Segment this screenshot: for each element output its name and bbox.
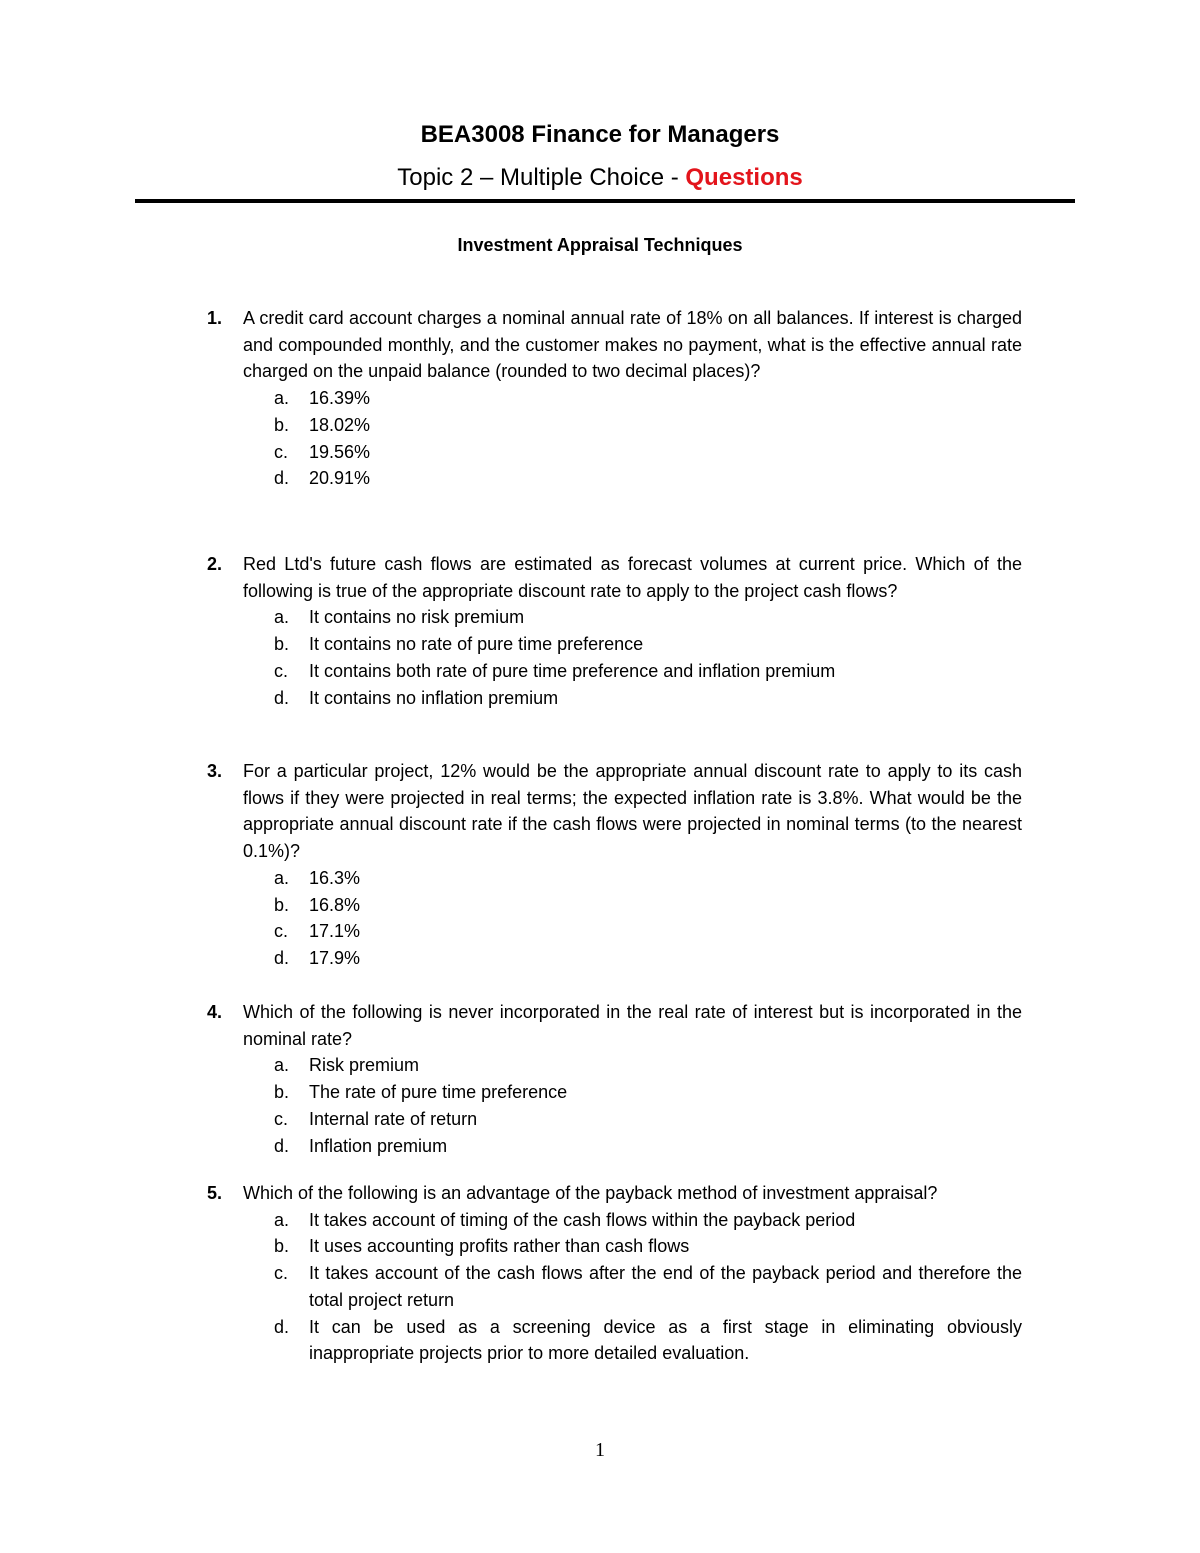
question-number: 1. xyxy=(207,308,223,328)
option-text: 18.02% xyxy=(309,414,371,435)
answer-options xyxy=(207,1207,1022,1367)
option-letter: b. xyxy=(274,1082,290,1103)
question-text: Red Ltd's future cash flows are estimated as forecast volumes at current price. Which of the following is true of the appropriate discount rate to apply to the project cash flows? xyxy=(243,554,1022,601)
answer-options xyxy=(207,865,1022,972)
option-text: 16.39% xyxy=(309,388,371,409)
answer-option-c xyxy=(274,918,1022,945)
answer-options xyxy=(207,604,1022,711)
answer-option-c xyxy=(274,1260,1022,1313)
answer-option-a xyxy=(274,865,1022,892)
answer-option-c xyxy=(274,1106,1022,1133)
question-number: 3. xyxy=(207,761,223,781)
document-title: BEA3008 Finance for Managers xyxy=(420,121,780,148)
answer-option-a xyxy=(274,1207,1022,1234)
option-letter: c. xyxy=(274,921,289,942)
subtitle-highlight: Questions xyxy=(685,164,803,191)
option-text: It takes account of the cash flows after the end of the payback period and therefore the total project return xyxy=(309,1263,1022,1310)
option-letter: d. xyxy=(274,468,290,489)
option-text: It can be used as a screening device as a first stage in eliminating obviously inappropriate projects prior to more detailed evaluation. xyxy=(309,1316,1022,1364)
option-letter: a. xyxy=(274,388,290,409)
answer-option-d xyxy=(274,1133,1022,1160)
answer-option-d xyxy=(274,465,1022,492)
answer-option-b xyxy=(274,1233,1022,1260)
option-text: It contains no inflation premium xyxy=(309,687,559,708)
option-text: 16.3% xyxy=(309,867,361,888)
option-text: It takes account of timing of the cash flows within the payback period xyxy=(309,1209,856,1230)
question-number: 4. xyxy=(207,1002,223,1022)
option-letter: a. xyxy=(274,1055,290,1076)
answer-option-a xyxy=(274,1052,1022,1079)
option-letter: d. xyxy=(274,1135,290,1156)
option-letter: a. xyxy=(274,867,290,888)
question-2 xyxy=(207,551,1022,711)
option-text: It contains no rate of pure time preference xyxy=(309,634,644,655)
option-text: Internal rate of return xyxy=(309,1108,478,1129)
option-text: 19.56% xyxy=(309,441,371,462)
option-letter: d. xyxy=(274,947,290,968)
answer-option-c xyxy=(274,658,1022,685)
question-1 xyxy=(207,305,1022,492)
option-letter: d. xyxy=(274,1316,290,1337)
option-letter: c. xyxy=(274,441,289,462)
answer-option-a xyxy=(274,604,1022,631)
option-letter: b. xyxy=(274,414,290,435)
option-letter: a. xyxy=(274,1209,290,1230)
question-number: 2. xyxy=(207,554,223,574)
option-letter: b. xyxy=(274,634,290,655)
option-text: It uses accounting profits rather than cash flows xyxy=(309,1236,690,1257)
question-text: For a particular project, 12% would be the appropriate annual discount rate to apply to its cash flows if they were projected in real terms; the expected inflation rate is 3.8%. What would be the appropriate annual discount rate if the cash flows were projected in nominal terms (to the nearest 0.1%)? xyxy=(243,761,1022,862)
option-text: 17.9% xyxy=(309,947,361,968)
option-letter: c. xyxy=(274,1108,289,1129)
section-heading: Investment Appraisal Techniques xyxy=(457,235,743,255)
question-text: A credit card account charges a nominal annual rate of 18% on all balances. If interest is charged and compounded monthly, and the customer makes no payment, what is the effective annual rate charged on the unpaid balance (rounded to two decimal places)? xyxy=(243,308,1022,382)
option-text: 20.91% xyxy=(309,468,371,489)
document-subtitle xyxy=(0,161,1200,195)
option-text: It contains no risk premium xyxy=(309,607,525,628)
option-letter: c. xyxy=(274,660,289,681)
answer-option-b xyxy=(274,1079,1022,1106)
option-letter: b. xyxy=(274,894,290,915)
question-text: Which of the following is never incorporated in the real rate of interest but is incorporated in the nominal rate? xyxy=(243,1002,1022,1049)
subtitle-prefix: Topic 2 – Multiple Choice - xyxy=(397,164,686,191)
answer-option-d xyxy=(274,685,1022,712)
answer-option-c xyxy=(274,439,1022,466)
option-text: Inflation premium xyxy=(309,1135,448,1156)
option-text: 16.8% xyxy=(309,894,361,915)
question-4 xyxy=(207,999,1022,1159)
option-letter: a. xyxy=(274,607,290,628)
answer-option-a xyxy=(274,385,1022,412)
option-text: Risk premium xyxy=(309,1055,420,1076)
answer-option-b xyxy=(274,631,1022,658)
answer-option-d xyxy=(274,945,1022,972)
option-text: 17.1% xyxy=(309,921,361,942)
question-number: 5. xyxy=(207,1183,223,1203)
option-letter: c. xyxy=(274,1263,289,1284)
page-number: 1 xyxy=(595,1439,605,1461)
answer-option-b xyxy=(274,892,1022,919)
answer-options xyxy=(207,1052,1022,1159)
question-5 xyxy=(207,1180,1022,1367)
answer-option-b xyxy=(274,412,1022,439)
question-text: Which of the following is an advantage of the payback method of investment appraisal? xyxy=(243,1183,938,1203)
option-letter: d. xyxy=(274,687,290,708)
question-3 xyxy=(207,758,1022,972)
answer-option-d xyxy=(274,1314,1022,1367)
option-text: The rate of pure time preference xyxy=(309,1082,568,1103)
option-text: It contains both rate of pure time preference and inflation premium xyxy=(309,660,836,681)
answer-options xyxy=(207,385,1022,492)
option-letter: b. xyxy=(274,1236,290,1257)
header-rule xyxy=(135,199,1075,203)
